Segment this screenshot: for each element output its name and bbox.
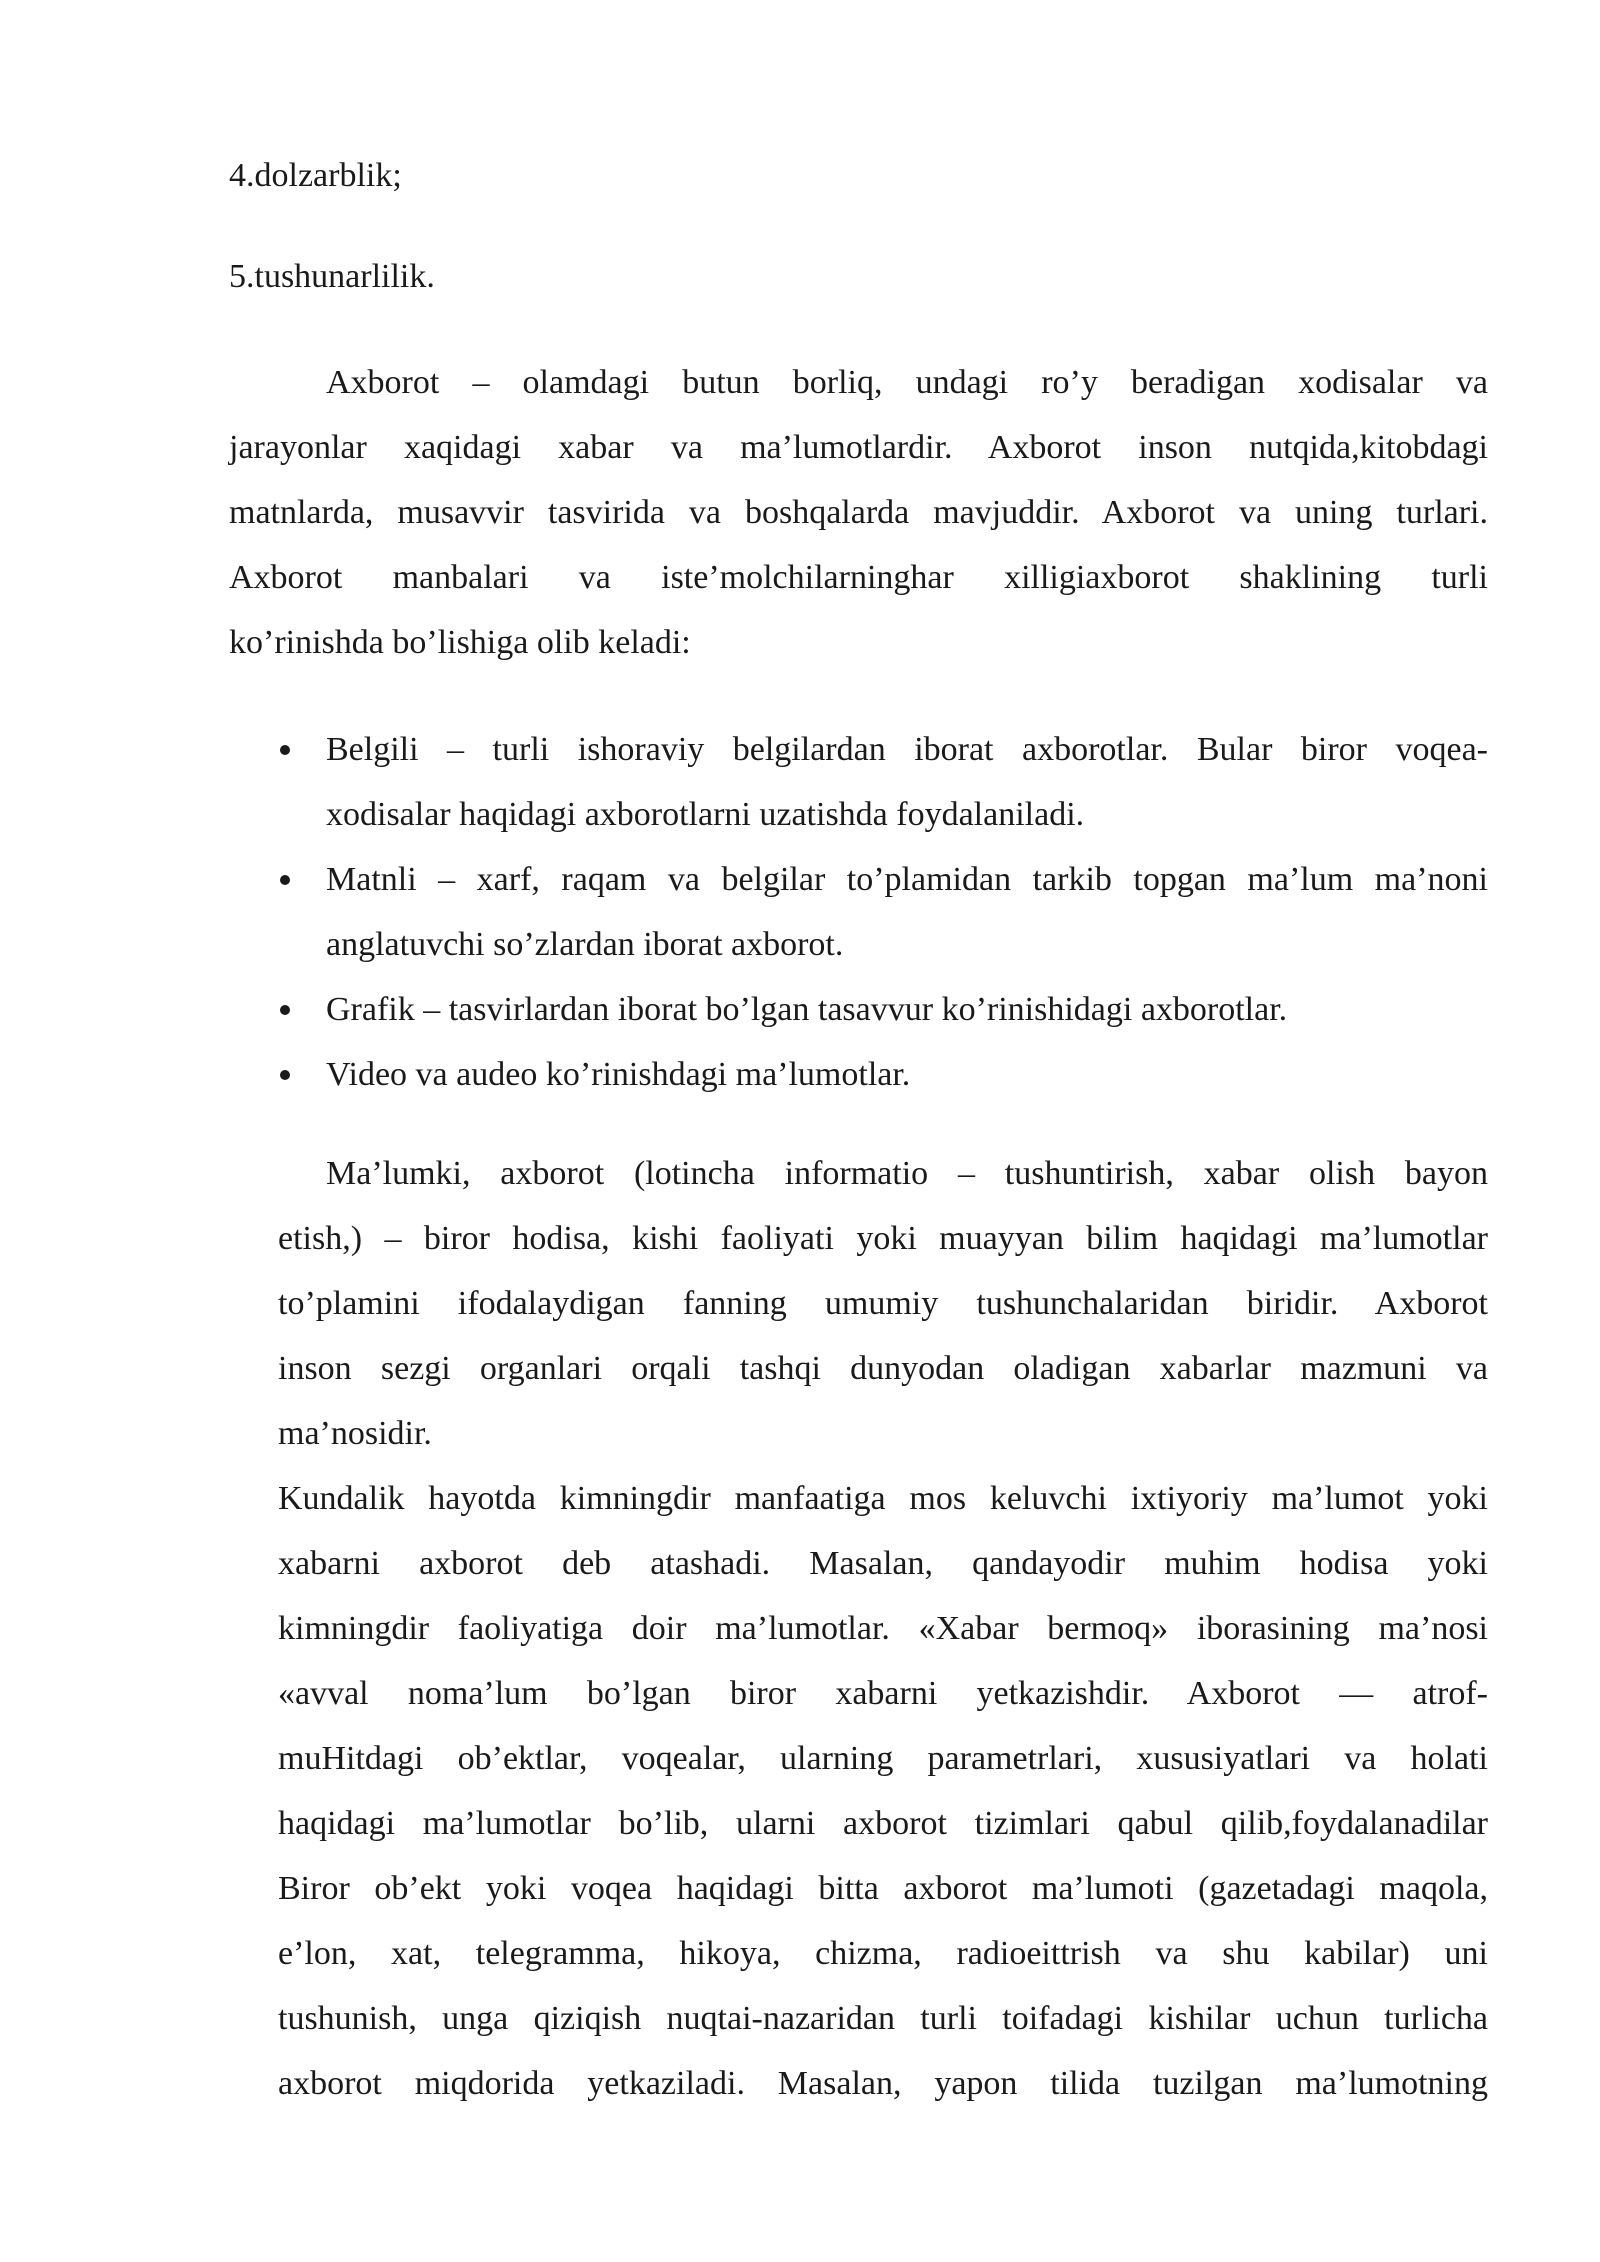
paragraph-line: Biror ob’ekt yoki voqea haqidagi bitta axborot ma’lumoti (gazetadagi maqola, <box>278 1870 1488 1907</box>
paragraph-line: ko’rinishda bo’lishiga olib keladi: <box>229 624 691 661</box>
paragraph-line: etish,) – biror hodisa, kishi faoliyati yoki muayyan bilim haqidagi ma’lumotlar <box>278 1220 1488 1257</box>
paragraph-line: Axborot – olamdagi butun borliq, undagi ro’y beradigan xodisalar va <box>326 364 1488 401</box>
paragraph-line: haqidagi ma’lumotlar bo’lib, ularni axborot tizimlari qabul qilib,foydalanadilar <box>278 1805 1488 1842</box>
list-item-line: xodisalar haqidagi axborotlarni uzatishda foydalaniladi. <box>326 796 1085 833</box>
paragraph-line: to’plamini ifodalaydigan fanning umumiy tushunchalaridan biridir. Axborot <box>278 1285 1488 1322</box>
bullet-icon <box>280 745 290 755</box>
list-item-line: Belgili – turli ishoraviy belgilardan iborat axborotlar. Bular biror voqea- <box>326 731 1488 768</box>
paragraph-line: e’lon, xat, telegramma, hikoya, chizma, radioeittrish va shu kabilar) uni <box>278 1935 1488 1972</box>
bullet-icon <box>280 875 290 885</box>
paragraph-line: matnlarda, musavvir tasvirida va boshqalarda mavjuddir. Axborot va uning turlari. <box>229 494 1488 531</box>
paragraph-line: axborot miqdorida yetkaziladi. Masalan, yapon tilida tuzilgan ma’lumotning <box>278 2065 1488 2102</box>
paragraph-line: jarayonlar xaqidagi xabar va ma’lumotlardir. Axborot inson nutqida,kitobdagi <box>229 429 1488 466</box>
bullet-icon <box>280 1070 290 1080</box>
paragraph-line: inson sezgi organlari orqali tashqi dunyodan oladigan xabarlar mazmuni va <box>278 1350 1488 1387</box>
paragraph-line: muHitdagi ob’ektlar, voqealar, ularning parametrlari, xususiyatlari va holati <box>278 1740 1488 1777</box>
paragraph-line: kimningdir faoliyatiga doir ma’lumotlar. «Xabar bermoq» iborasining ma’nosi <box>278 1610 1488 1647</box>
list-item-line: Grafik – tasvirlardan iborat bo’lgan tasavvur ko’rinishidagi axborotlar. <box>326 991 1288 1028</box>
paragraph-line: tushunish, unga qiziqish nuqtai-nazaridan turli toifadagi kishilar uchun turlicha <box>278 2000 1488 2037</box>
paragraph-line: Ma’lumki, axborot (lotincha informatio – tushuntirish, xabar olish bayon <box>326 1155 1488 1192</box>
paragraph-line: xabarni axborot deb atashadi. Masalan, qandayodir muhim hodisa yoki <box>278 1545 1488 1582</box>
paragraph-line: Kundalik hayotda kimningdir manfaatiga mos keluvchi ixtiyoriy ma’lumot yoki <box>278 1480 1488 1517</box>
paragraph-line: Axborot manbalari va iste’molchilarninghar xilligiaxborot shaklining turli <box>229 559 1488 596</box>
list-item-line: anglatuvchi so’zlardan iborat axborot. <box>326 926 844 963</box>
paragraph-line: «avval noma’lum bo’lgan biror xabarni yetkazishdir. Axborot — atrof- <box>278 1675 1488 1712</box>
list-item-line: Video va audeo ko’rinishdagi ma’lumotlar. <box>326 1056 911 1093</box>
list-item-dolzarblik: 4.dolzarblik; <box>229 157 402 194</box>
list-item-line: Matnli – xarf, raqam va belgilar to’plamidan tarkib topgan ma’lum ma’noni <box>326 861 1488 898</box>
list-item-tushunarlilik: 5.tushunarlilik. <box>229 258 435 295</box>
paragraph-line: ma’nosidir. <box>278 1415 432 1452</box>
bullet-icon <box>280 1005 290 1015</box>
